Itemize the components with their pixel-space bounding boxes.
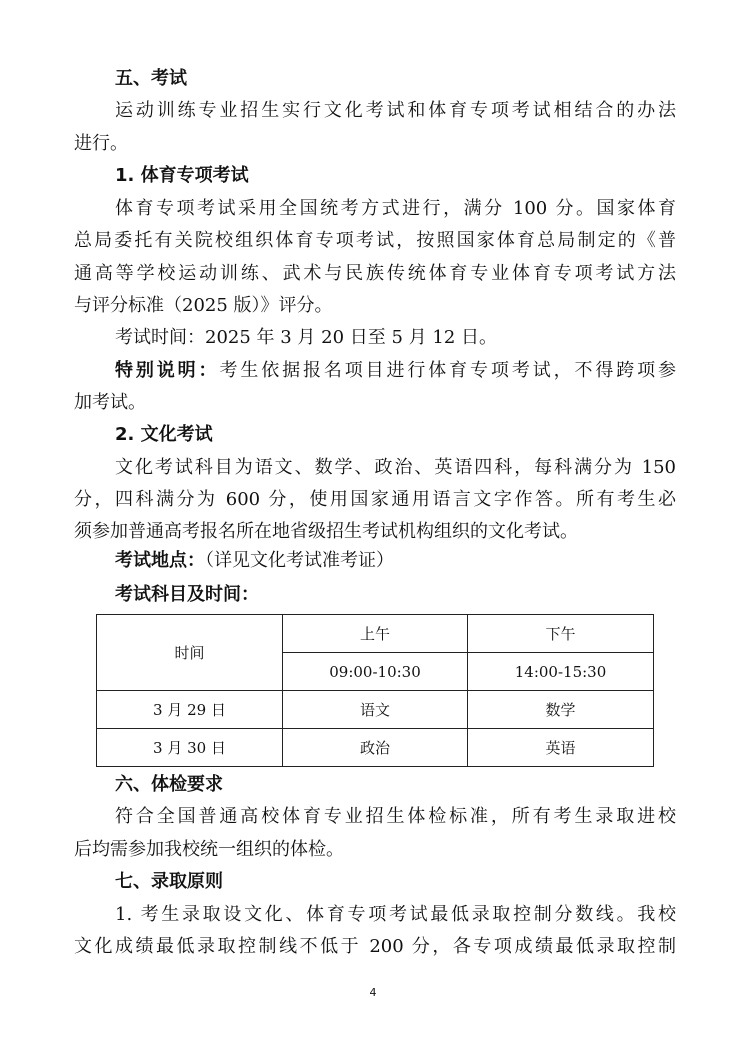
special-note-line: [115, 356, 676, 386]
paragraph-line: 1. 考生录取设文化、体育专项考试最低录取控制分数线。我校: [115, 904, 676, 925]
paragraph-line: 通高等学校运动训练、武术与民族传统体育专业体育专项考试方法: [74, 263, 676, 284]
paragraph-line: 文化成绩最低录取控制线不低于 200 分，各专项成绩最低录取控制: [74, 936, 676, 957]
paragraph-line: 总局委托有关院校组织体育专项考试，按照国家体育总局制定的《普: [74, 230, 676, 251]
table-cell-subject: 数学: [468, 691, 654, 729]
exam-time-line: 考试时间：2025 年 3 月 20 日至 5 月 12 日。: [115, 327, 498, 348]
table-row: [97, 691, 654, 729]
table-cell-date: 3 月 30 日: [97, 729, 283, 767]
table-header-afternoon: 下午: [468, 615, 654, 653]
table-row: [97, 729, 654, 767]
table-morning-time: 09:00-10:30: [283, 653, 468, 691]
exam-location-line: [115, 546, 676, 576]
exam-location-text: （详见文化考试准考证）: [205, 550, 394, 571]
paragraph-line: 与评分标准（2025 版）》评分。: [74, 295, 333, 316]
table-cell-subject: 英语: [468, 729, 654, 767]
subheading-culture-exam: 2. 文化考试: [115, 424, 213, 445]
table-cell-subject: 政治: [283, 729, 468, 767]
table-header-time: 时间: [97, 615, 283, 691]
section-heading-physical-exam: 六、体检要求: [115, 774, 223, 795]
section-heading-admission: 七、录取原则: [115, 871, 223, 892]
paragraph-line: 体育专项考试采用全国统考方式进行，满分 100 分。国家体育: [115, 198, 676, 219]
paragraph-line: 文化考试科目为语文、数学、政治、英语四科，每科满分为 150: [115, 457, 676, 478]
section-heading-exam: 五、考试: [115, 68, 187, 89]
paragraph-line: 须参加普通高考报名所在地省级招生考试机构组织的文化考试。: [74, 521, 578, 542]
paragraph-line: 加考试。: [74, 392, 146, 413]
special-note-label: 特别说明：: [115, 360, 220, 381]
table-header-morning: 上午: [283, 615, 468, 653]
exam-location-label: 考试地点：: [115, 550, 205, 571]
paragraph-line: 符合全国普通高校体育专业招生体检标准，所有考生录取进校: [115, 806, 676, 827]
exam-schedule-table: [96, 614, 654, 767]
subheading-sports-exam: 1. 体育专项考试: [115, 165, 249, 186]
table-afternoon-time: 14:00-15:30: [468, 653, 654, 691]
paragraph-line: 进行。: [74, 133, 128, 154]
special-note-text: 考生依据报名项目进行体育专项考试，不得跨项参: [219, 360, 676, 381]
paragraph-line: 分，四科满分为 600 分，使用国家通用语言文字作答。所有考生必: [74, 489, 676, 510]
page-number: 4: [369, 986, 377, 999]
table-cell-date: 3 月 29 日: [97, 691, 283, 729]
paragraph-line: 后均需参加我校统一组织的体检。: [74, 839, 344, 860]
paragraph-line: 运动训练专业招生实行文化考试和体育专项考试相结合的办法: [115, 100, 676, 121]
schedule-label: 考试科目及时间：: [115, 584, 259, 605]
table-cell-subject: 语文: [283, 691, 468, 729]
